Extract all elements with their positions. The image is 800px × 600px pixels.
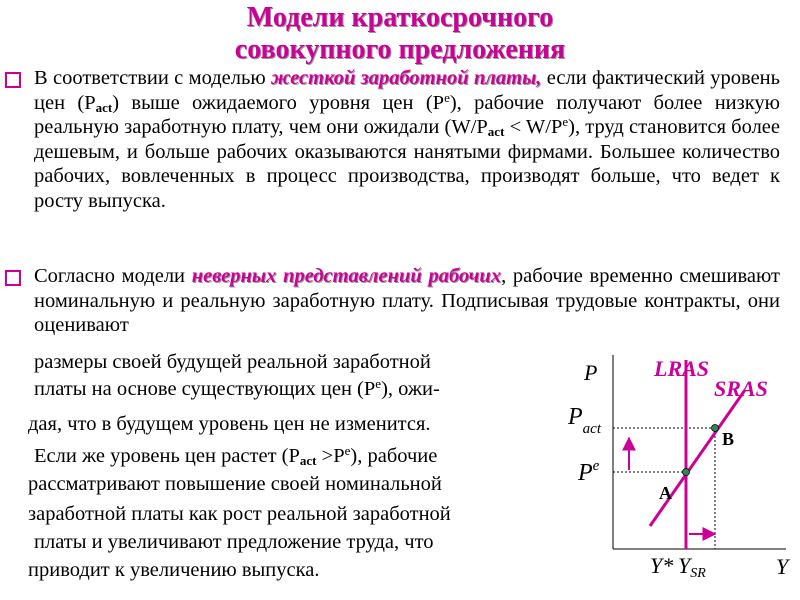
superscript: e — [344, 443, 351, 458]
text: Если же уровень цен растет (P — [34, 445, 300, 467]
text: ), рабочие получают более низкую реальную заработную плату, чем они ожидали (W/P — [34, 91, 780, 139]
pe-label: $P^e$ — [578, 458, 600, 486]
text: < W/P — [504, 116, 563, 139]
point-a-label: A — [659, 483, 672, 503]
superscript: e — [375, 376, 382, 391]
sras-label: SRAS — [714, 376, 768, 401]
sras-curve — [650, 390, 745, 526]
point-b-marker — [712, 425, 719, 432]
text-line: дая, что в будущем уровень цен не изменится. — [28, 413, 431, 435]
text: >P — [316, 445, 345, 467]
text-line: платы и увеличивают предложение труда, что — [34, 531, 434, 553]
point-a-marker — [683, 469, 690, 476]
point-b-label: B — [722, 429, 735, 449]
text: , рабочие временно смешивают номинальную и реальную заработную плату. Подписывая трудовые контракты, они оценивают — [34, 265, 780, 337]
text: ) выше ожидаемого уровня цен (P — [112, 91, 445, 114]
superscript: e — [444, 89, 450, 105]
text-line: заработной платы как рост реальной заработной — [28, 503, 451, 525]
subscript: act — [299, 453, 317, 468]
p-axis-label: P — [584, 360, 598, 385]
title-line-1: Модели краткосрочного — [246, 2, 554, 33]
text-line: размеры своей будущей реальной заработной — [34, 351, 431, 373]
text: Согласно модели — [34, 265, 192, 287]
text-line: рассматривают повышение своей номинальной — [28, 473, 442, 495]
text: ), рабочие — [350, 445, 438, 467]
text: ), труд становится более дешевым, и больше рабочих оказываются нанятыми фирмами. Большее количество рабочих, вовлеченных в процесс производства, производят больше, что ведет к росту выпуска. — [34, 116, 780, 212]
text: платы на основе существующих цен (P — [34, 378, 376, 400]
y-axis-label: Y — [776, 554, 789, 579]
text: если фактический уровень цен (P — [34, 67, 780, 114]
ystar-label: Y* — [650, 553, 674, 578]
ysr-label: YSR — [678, 553, 706, 581]
pact-label: $P_{act}$ — [568, 404, 601, 437]
highlight-sticky-wage: жесткой заработной платы, — [270, 67, 542, 89]
text: ), ожи- — [381, 378, 440, 400]
lras-label: LRAS — [654, 356, 710, 381]
text: В соответствии с моделью — [34, 67, 271, 89]
subscript: act — [487, 124, 505, 140]
text-line: приводит к увеличению выпуска. — [28, 559, 320, 581]
highlight-misperceptions: неверных представлений рабочих — [191, 265, 502, 287]
superscript: e — [562, 114, 569, 130]
subscript: act — [95, 99, 113, 115]
title-line-2: совокупного предложения — [234, 34, 566, 65]
